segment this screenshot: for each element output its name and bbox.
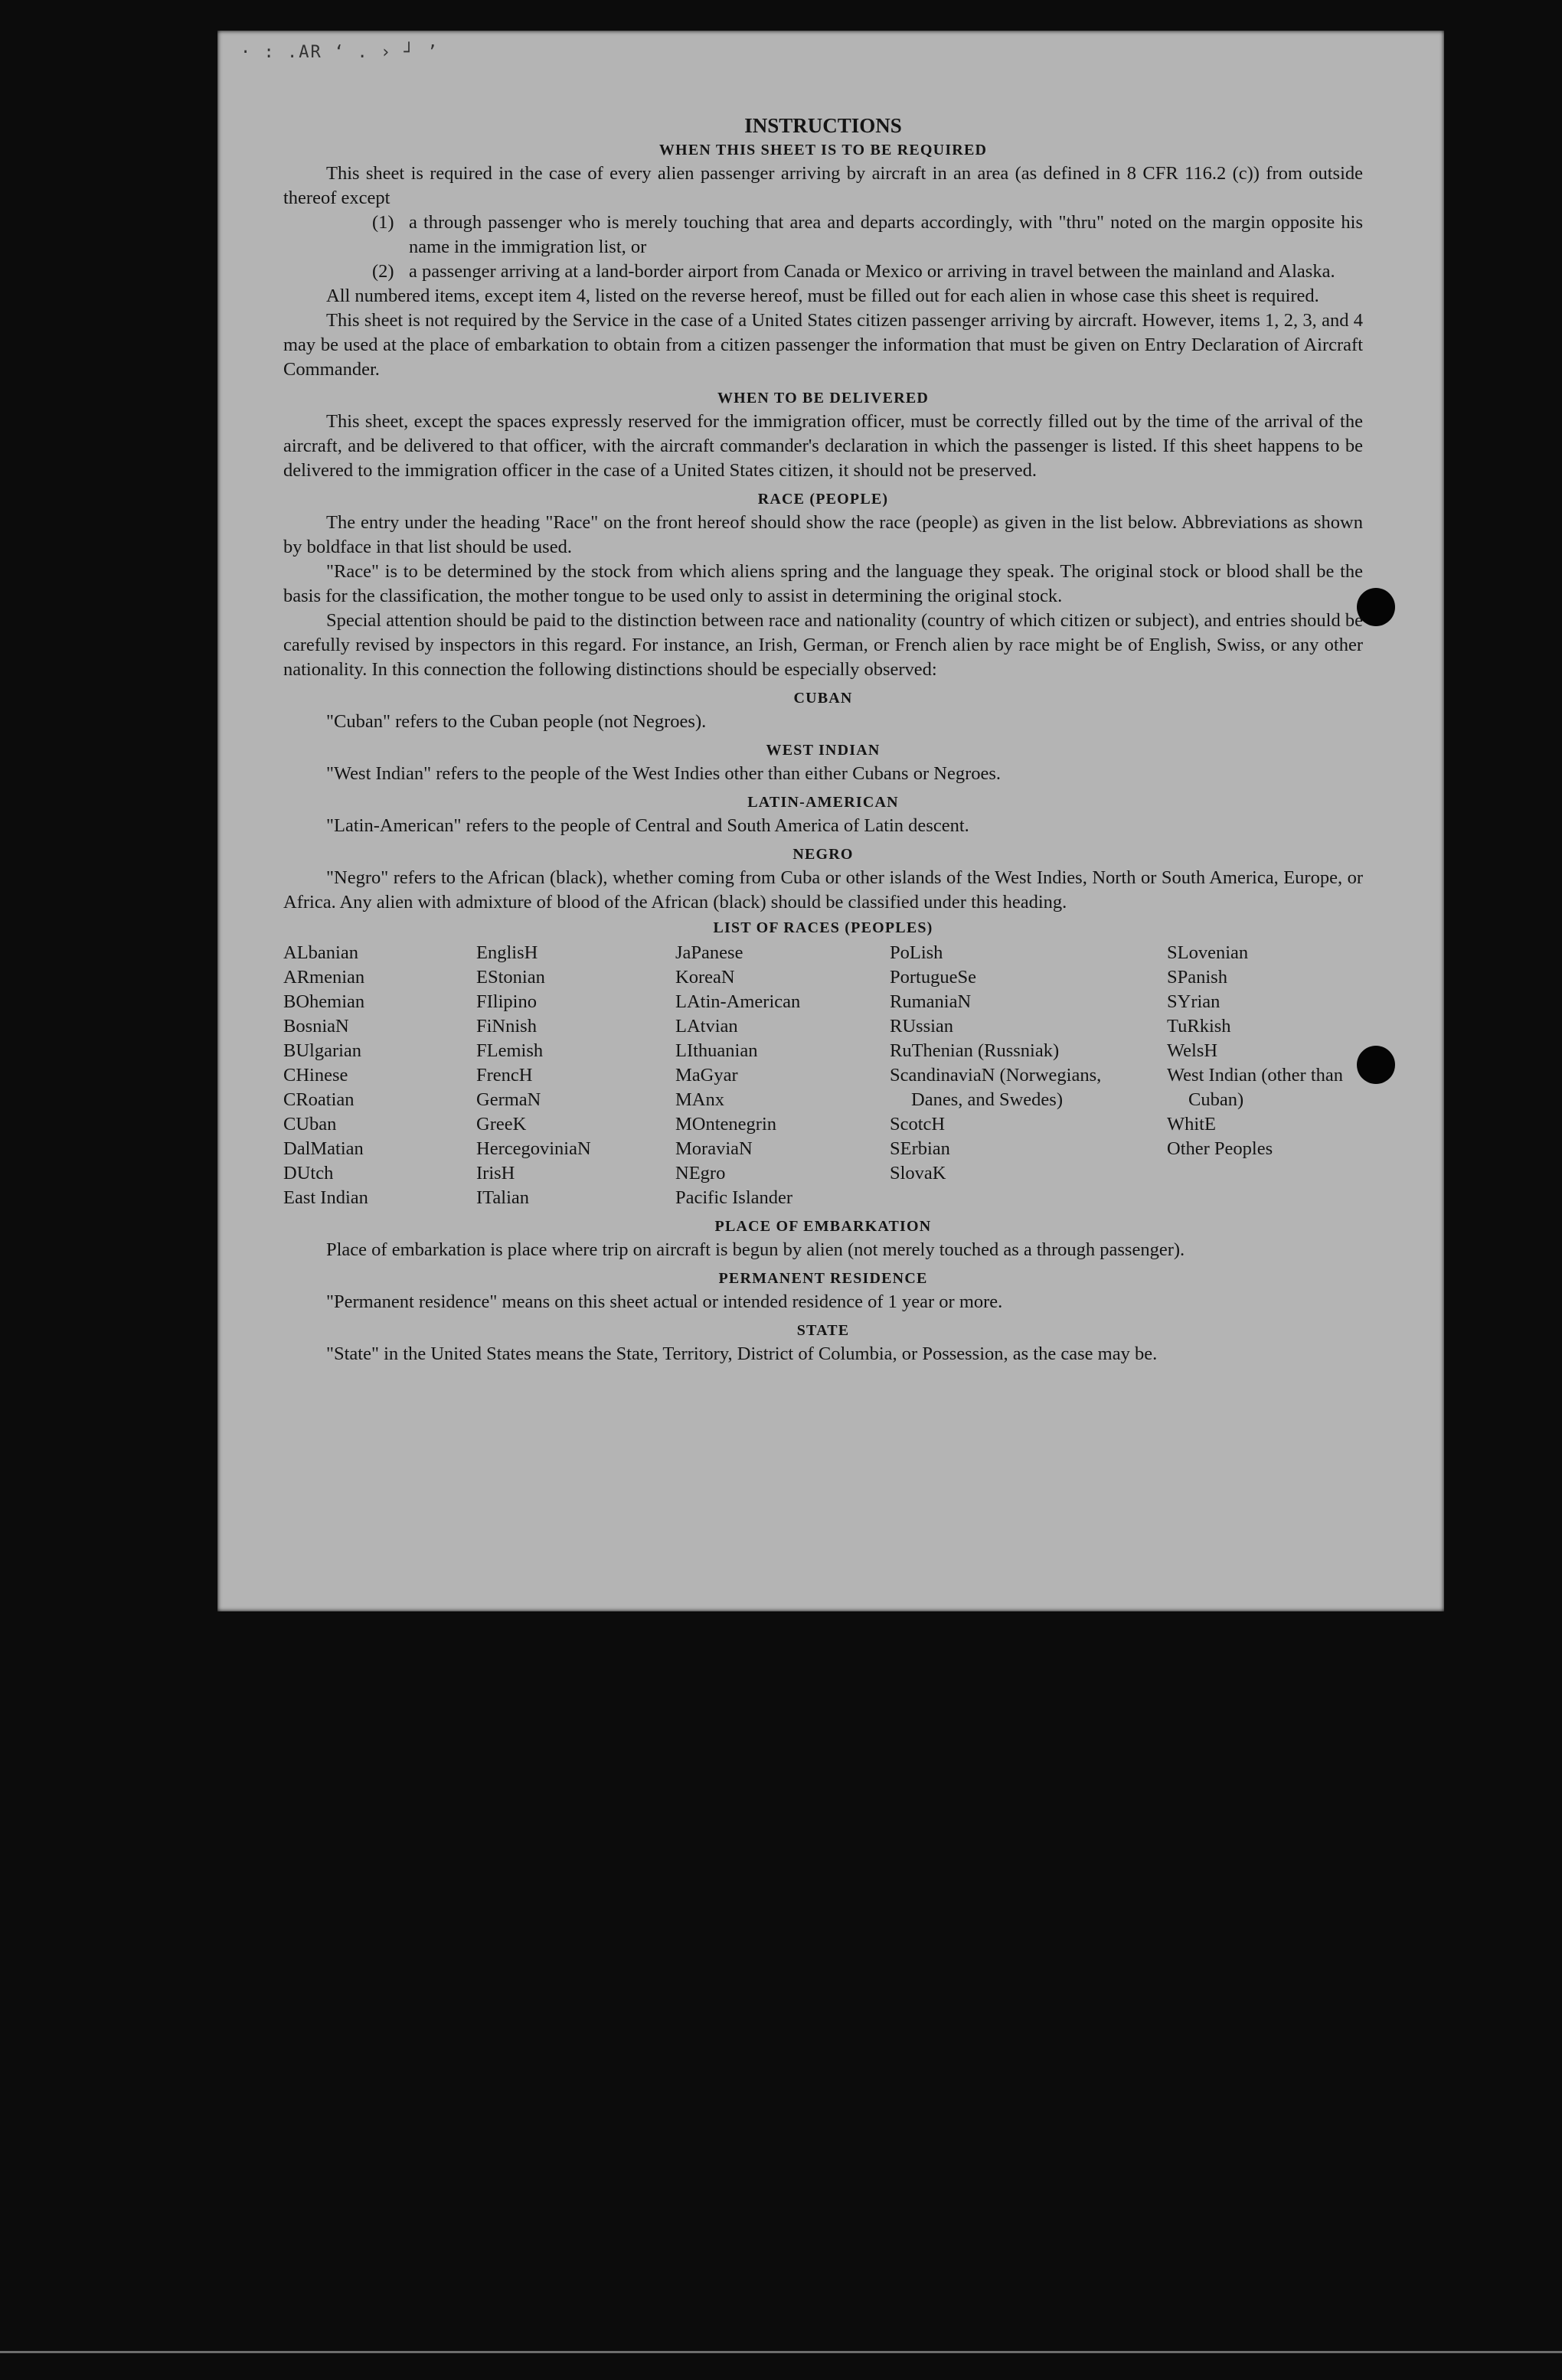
state-paragraph: "State" in the United States means the State, Territory, District of Columbia, or Possession, as the case may be.	[326, 1343, 1158, 1364]
instruction-sheet	[217, 31, 1444, 1611]
required-paragraph-2: All numbered items, except item 4, listed on the reverse hereof, must be filled out for each alien in whose case this sheet is required.	[326, 286, 1319, 306]
race-item: TuRkish	[1167, 1016, 1231, 1037]
residence-paragraph: "Permanent residence" means on this sheet actual or intended residence of 1 year or more.	[326, 1291, 1003, 1312]
race-item: West Indian (other than Cuban)	[1167, 1065, 1344, 1110]
race-item: SlovaK	[890, 1163, 946, 1183]
race-item: BOhemian	[283, 991, 365, 1012]
sheet-content	[283, 113, 1363, 1366]
race-column-4	[890, 941, 1167, 1210]
race-item: LAtvian	[675, 1016, 738, 1037]
race-item: NEgro	[675, 1163, 726, 1183]
race-column-3	[675, 941, 890, 1210]
race-column-1	[283, 941, 476, 1210]
required-paragraph-3: This sheet is not required by the Service in the case of a United States citizen passenger arriving by aircraft. However, items 1, 2, 3, and 4 may be used at the place of embarkation to obtain from a citizen passenger the information that must be given on Entry Declaration of Aircraft Commander.	[283, 310, 1363, 380]
delivered-paragraph: This sheet, except the spaces expressly reserved for the immigration officer, must be correctly filled out by the time of the arrival of the aircraft, and be delivered to that officer, with the aircraft commander's declaration in which the passenger is listed. If this sheet happens to be delivered to the immigration officer in the case of a United States citizen, it should not be preserved.	[283, 411, 1363, 481]
race-item: ARmenian	[283, 967, 365, 988]
race-item: SPanish	[1167, 967, 1227, 988]
race-column-5	[1167, 941, 1363, 1210]
race-item: LAtin-American	[675, 991, 801, 1012]
heading-state: STATE	[796, 1322, 850, 1339]
race-item: HercegoviniaN	[476, 1138, 591, 1159]
exception-item-1	[372, 211, 1363, 260]
race-item: RUssian	[890, 1016, 954, 1037]
race-item: PoLish	[890, 942, 943, 963]
race-item: CHinese	[283, 1065, 348, 1086]
race-item: GermaN	[476, 1089, 541, 1110]
race-item: SYrian	[1167, 991, 1221, 1012]
exception-text: a through passenger who is merely touching that area and departs accordingly, with "thru" noted on the margin opposite his name in the immigration list, or	[409, 212, 1363, 257]
race-item: Other Peoples	[1167, 1138, 1273, 1159]
race-item: DUtch	[283, 1163, 334, 1183]
exception-text: a passenger arriving at a land-border airport from Canada or Mexico or arriving in travel between the mainland and Alaska.	[409, 261, 1335, 282]
race-item: FIlipino	[476, 991, 537, 1012]
race-paragraph-2: "Race" is to be determined by the stock from which aliens spring and the language they speak. The original stock or blood shall be the basis for the classification, the mother tongue to be used only to assist in determining the original stock.	[283, 561, 1363, 606]
race-item: Pacific Islander	[675, 1187, 793, 1208]
heading-list-of-races: LIST OF RACES (PEOPLES)	[713, 919, 933, 936]
heading-latin-american: LATIN-AMERICAN	[747, 794, 899, 811]
heading-residence: PERMANENT RESIDENCE	[718, 1270, 928, 1287]
race-item: ScotcH	[890, 1114, 946, 1134]
exception-item-2	[372, 260, 1363, 284]
race-item: CRoatian	[283, 1089, 355, 1110]
race-item: DalMatian	[283, 1138, 364, 1159]
race-item: FiNnish	[476, 1016, 537, 1037]
race-item: WhitE	[1167, 1114, 1216, 1134]
heading-cuban: CUBAN	[793, 690, 853, 707]
west-indian-paragraph: "West Indian" refers to the people of the West Indies other than either Cubans or Negroes.	[326, 763, 1002, 784]
heading-embarkation: PLACE OF EMBARKATION	[714, 1218, 932, 1235]
exception-number: (1)	[372, 212, 394, 233]
race-item: RuThenian (Russniak)	[890, 1040, 1060, 1061]
race-item: East Indian	[283, 1187, 368, 1208]
race-item: KoreaN	[675, 967, 735, 988]
race-item: FLemish	[476, 1040, 544, 1061]
race-item: ITalian	[476, 1187, 530, 1208]
race-item: MAnx	[675, 1089, 724, 1110]
negro-paragraph: "Negro" refers to the African (black), whether coming from Cuba or other islands of the West Indies, North or South America, Europe, or Africa. Any alien with admixture of blood of the African (black) should be classified under this heading.	[283, 867, 1363, 912]
latin-american-paragraph: "Latin-American" refers to the people of Central and South America of Latin descent.	[326, 815, 969, 836]
exception-number: (2)	[372, 261, 394, 282]
race-item: EnglisH	[476, 942, 538, 963]
race-item: GreeK	[476, 1114, 527, 1134]
race-item: MOntenegrin	[675, 1114, 776, 1134]
race-item: SErbian	[890, 1138, 950, 1159]
cuban-paragraph: "Cuban" refers to the Cuban people (not Negroes).	[326, 711, 707, 732]
embarkation-paragraph: Place of embarkation is place where trip on aircraft is begun by alien (not merely touched as a through passenger).	[326, 1239, 1185, 1260]
race-item: MaGyar	[675, 1065, 738, 1086]
race-item: LIthuanian	[675, 1040, 758, 1061]
race-item: PortugueSe	[890, 967, 976, 988]
heading-delivered: WHEN TO BE DELIVERED	[717, 390, 930, 406]
race-item: IrisH	[476, 1163, 515, 1183]
top-edge-marks: · : .AR ‘ . › ┘ ’	[240, 43, 440, 62]
race-item: RumaniaN	[890, 991, 972, 1012]
race-item: MoraviaN	[675, 1138, 753, 1159]
heading-west-indian: WEST INDIAN	[766, 742, 881, 759]
race-item: BUlgarian	[283, 1040, 362, 1061]
race-item: FrencH	[476, 1065, 533, 1086]
heading-negro: NEGRO	[792, 846, 854, 863]
page-title: INSTRUCTIONS	[744, 114, 902, 137]
bottom-scan-line	[0, 2351, 1562, 2353]
race-item: CUban	[283, 1114, 337, 1134]
race-paragraph-3: Special attention should be paid to the distinction between race and nationality (country of which citizen or subject), and entries should be carefully revised by inspectors in this regard. For instance, an Irish, German, or French alien by race might be of English, Swiss, or any other nationality. In this connection the following distinctions should be especially observed:	[283, 610, 1363, 680]
race-list	[283, 941, 1363, 1210]
race-item: ALbanian	[283, 942, 358, 963]
race-item: ScandinaviaN (Norwegians, Danes, and Swedes)	[890, 1065, 1102, 1110]
race-item: EStonian	[476, 967, 545, 988]
race-item: BosniaN	[283, 1016, 349, 1037]
race-item: WelsH	[1167, 1040, 1218, 1061]
heading-required: WHEN THIS SHEET IS TO BE REQUIRED	[658, 142, 988, 158]
race-column-2	[476, 941, 675, 1210]
race-paragraph-1: The entry under the heading "Race" on the front hereof should show the race (people) as given in the list below. Abbreviations as shown by boldface in that list should be used.	[283, 512, 1363, 557]
heading-race: RACE (PEOPLE)	[757, 491, 889, 508]
race-item: SLovenian	[1167, 942, 1249, 963]
race-item: JaPanese	[675, 942, 743, 963]
required-paragraph-1: This sheet is required in the case of every alien passenger arriving by aircraft in an area (as defined in 8 CFR 116.2 (c)) from outside thereof except	[283, 163, 1363, 208]
